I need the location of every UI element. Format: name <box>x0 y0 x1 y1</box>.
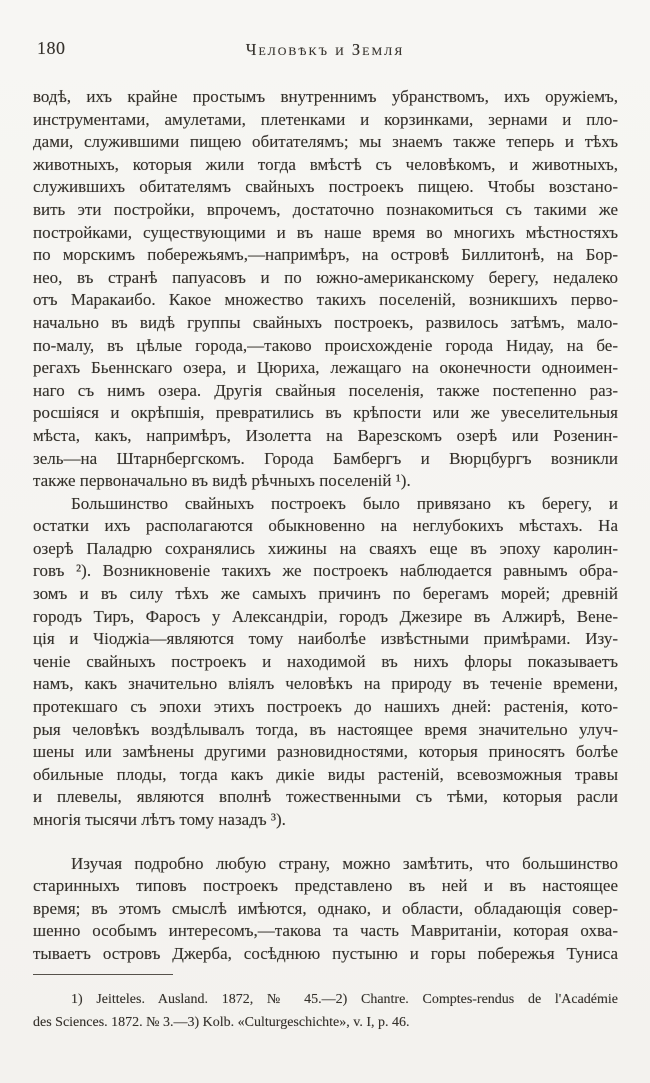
text-line: намъ, какъ значительно вліялъ человѣкъ на природу въ теченіе времени, <box>33 674 618 694</box>
text-line: также первоначально въ видѣ рѣчныхъ поселеній ¹). <box>33 471 411 491</box>
text-line: постройками, существующими и въ наше время во многихъ мѣстностяхъ <box>33 222 618 242</box>
paragraph-gap <box>33 832 618 853</box>
footnotes <box>33 988 618 1035</box>
text-line: тываетъ островъ Джерба, сосѣднюю пустыню и горы побережья Туниса <box>33 943 618 963</box>
text-line: мѣста, какъ, напримѣръ, Изолетта на Варезскомъ озерѣ или Розенин- <box>33 425 618 445</box>
text-line: наго съ нимъ озера. Другія свайныя поселенія, также постепенно раз- <box>33 380 618 400</box>
text-line: говъ ²). Возникновеніе такихъ же построекъ наблюдается равнымъ обра- <box>33 561 618 581</box>
text-line: остатки ихъ располагаются обыкновенно на неглубокихъ мѣстахъ. На <box>33 516 618 536</box>
paragraph <box>33 493 618 832</box>
text-line: нео, въ странѣ папуасовъ и по южно-американскому берегу, недалеко <box>33 267 618 287</box>
paragraph <box>33 86 618 493</box>
running-title: Человѣкъ и Земля <box>245 40 405 59</box>
text-line: рыя человѣкъ воздѣлывалъ тогда, въ настоящее время значительно улуч- <box>33 719 618 739</box>
text-line: отъ Маракаибо. Какое множество такихъ поселеній, возникшихъ перво- <box>33 290 618 310</box>
text-line: городъ Тиръ, Фаросъ у Александріи, городъ Джезире въ Алжирѣ, Вене- <box>33 606 618 626</box>
text-line: служившихъ обитателямъ свайныхъ построекъ пищею. Чтобы возстано- <box>33 177 618 197</box>
page-number: 180 <box>37 38 66 58</box>
text-line: время; въ этомъ смыслѣ имѣются, однако, и области, обладающія совер- <box>33 898 618 918</box>
body-text <box>33 86 618 966</box>
text-line: многія тысячи лѣтъ тому назадъ ³). <box>33 810 286 829</box>
text-line: зель—на Штарнбергскомъ. Города Бамбергъ и Вюрцбургъ возникли <box>33 448 618 468</box>
text-line: по морскимъ побережьямъ,—напримѣръ, на островѣ Биллитонѣ, на Бор- <box>33 245 618 265</box>
footnote-separator <box>33 974 173 975</box>
text-line: инструментами, амулетами, плетенками и корзинками, зернами и пло- <box>33 109 618 129</box>
text-line: Изучая подробно любую страну, можно замѣтить, что большинство <box>71 853 618 873</box>
footnote-line: 1) Jeitteles. Ausland. 1872, № 45.—2) Chantre. Comptes-rendus de l'Académie <box>71 991 618 1007</box>
paragraph <box>33 853 618 966</box>
text-line: шенно особымъ интересомъ,—такова та часть Мавританіи, которая охва- <box>33 921 618 941</box>
text-line: ція и Чіоджіа—являются тому наиболѣе извѣстными примѣрами. Изу- <box>33 629 618 649</box>
text-line: шены или замѣнены другими разновидностями, которыя приносятъ болѣе <box>33 742 618 762</box>
text-line: озерѣ Паладрю сохранялись хижины на сваяхъ еще въ эпоху каролин- <box>33 538 618 558</box>
text-line: и плевелы, являются вполнѣ тожественными съ тѣми, которыя расли <box>33 787 618 807</box>
text-line: по-малу, въ цѣлые города,—таково происхожденіе города Нидау, на бе- <box>33 335 618 355</box>
page-header <box>33 0 617 62</box>
text-line: ченіе свайныхъ построекъ и находимой въ нихъ флоры показываетъ <box>33 651 618 671</box>
text-line: животныхъ, которыя жили тогда вмѣстѣ съ человѣкомъ, и животныхъ, <box>33 154 618 174</box>
text-line: Большинство свайныхъ построекъ было привязано къ берегу, и <box>71 493 618 513</box>
footnote-line: des Sciences. 1872. № 3.—3) Kolb. «Culturgeschichte», v. I, p. 46. <box>33 1015 410 1031</box>
text-line: зомъ и въ силу тѣхъ же самыхъ причинъ по берегамъ морей; древній <box>33 584 618 604</box>
text-line: регахъ Бьеннскаго озера, и Цюриха, лежащаго на оконечности одноимен- <box>33 358 618 378</box>
text-line: росшіяся и окрѣпшія, превратились въ крѣпости или же увеселительныя <box>33 403 618 423</box>
text-line: обильные плоды, тогда какъ дикіе виды растеній, всевозможныя травы <box>33 764 618 784</box>
text-line: старинныхъ типовъ построекъ представлено въ ней и въ настоящее <box>33 876 618 896</box>
text-line: протекшаго съ эпохи этихъ построекъ до нашихъ дней: растенія, кото- <box>33 697 618 717</box>
text-line: дами, служившими пищею обитателямъ; мы знаемъ также теперь и тѣхъ <box>33 132 618 152</box>
text-line: начально въ видѣ группы свайныхъ построекъ, развилось затѣмъ, мало- <box>33 312 618 332</box>
text-line: вить эти постройки, впрочемъ, достаточно познакомиться съ такими же <box>33 199 618 219</box>
text-line: водѣ, ихъ крайне простымъ внутреннимъ убранствомъ, ихъ оружіемъ, <box>33 87 618 106</box>
